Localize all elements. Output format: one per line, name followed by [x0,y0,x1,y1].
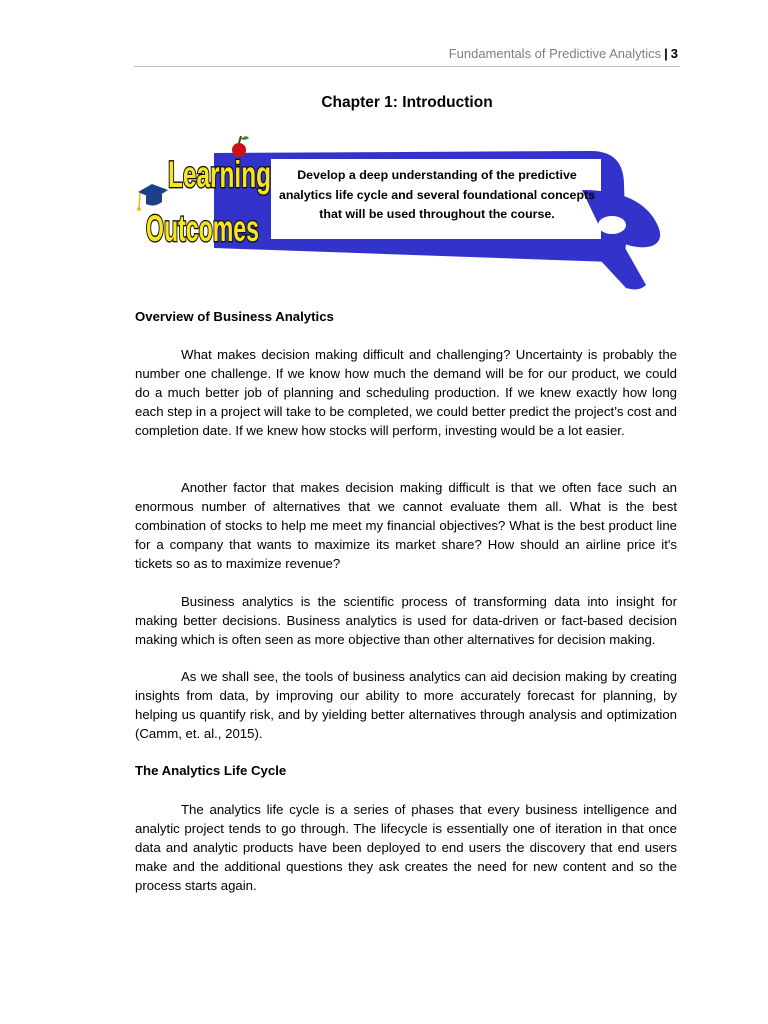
header-title: Fundamentals of Predictive Analytics [448,46,662,61]
paragraph-overview-1: What makes decision making difficult and challenging? Uncertainty is probably the number one challenge. If we know how much the demand will be for our product, we could do a much better job of planning and scheduling production. If we knew exactly how long each step in a project will take to be completed, we could better predict the project’s cost and completion date. If we knew how stocks will perform, investing would be a lot easier. [135,347,677,438]
paragraph-overview-3: Business analytics is the scientific process of transforming data into insight for making better decisions. Business analytics is used for data-driven or fact-based decision making which is often seen as more objective than other alternatives for decision making. [135,594,677,647]
learning-outcomes-text: Develop a deep understanding of the predictive analytics life cycle and several foundational concepts that will be used throughout the course. [278,168,596,221]
header-text [449,46,678,61]
header-separator: | [664,46,668,61]
chapter-title: Chapter 1: Introduction [321,94,493,111]
paragraph-life-cycle-1: The analytics life cycle is a series of phases that every business intelligence and analytic project tends to go through. The lifecycle is essentially one of iteration in that once data and analytic products have been deployed to end users the discovery that end users make and the additional questions they ask creates the need for new content and so the process starts again. [135,802,677,893]
graduation-cap-icon [137,184,168,211]
paragraph-overview-2: Another factor that makes decision making difficult is that we often face such an enormous number of alternatives that we cannot evaluate them all. What is the best combination of stocks to help me meet my financial objectives? What is the best product line for a company that wants to maximize its market share? How should an airline price it's tickets so as to maximize revenue? [135,480,677,571]
section-heading-overview: Overview of Business Analytics [135,309,334,324]
page-number: 3 [670,46,678,61]
logo-word-outcomes: Outcomes [146,208,259,249]
running-header [134,44,680,67]
section-heading-life-cycle: The Analytics Life Cycle [135,763,287,778]
paragraph-overview-4: As we shall see, the tools of business analytics can aid decision making by creating insights from data, by improving our ability to more accurately forecast for planning, by helping us quantify risk, and by yielding better alternatives through analysis and optimization (Camm, et. al., 2015). [135,669,677,741]
logo-word-learning: Learning [168,154,271,195]
